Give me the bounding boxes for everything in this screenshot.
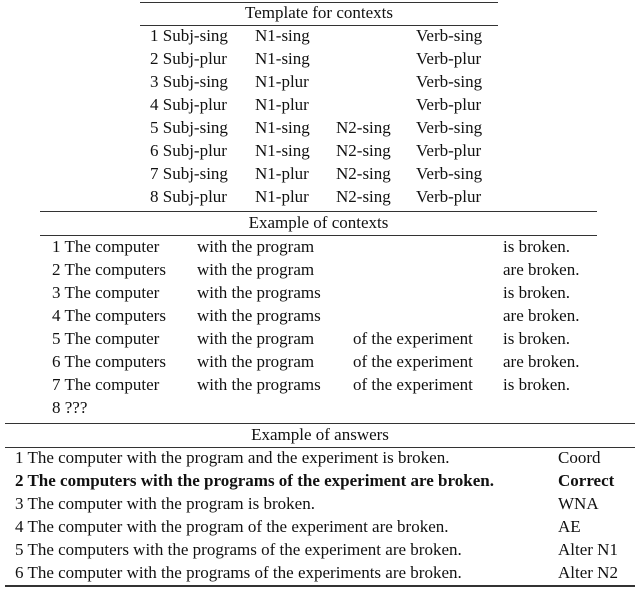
cell: with the programs <box>197 375 321 394</box>
cell: with the programs <box>197 306 321 325</box>
cell: 1 The computer with the program and the experiment is broken. <box>15 448 450 467</box>
cell: 2 Subj-plur <box>150 49 227 68</box>
cell: 2 The computers <box>52 260 166 279</box>
cell: N1-sing <box>255 141 310 160</box>
cell: 8 Subj-plur <box>150 187 227 206</box>
cell: 4 The computers <box>52 306 166 325</box>
cell: 7 Subj-sing <box>150 164 228 183</box>
cell: 3 The computer <box>52 283 160 302</box>
cell: of the experiment <box>353 329 473 348</box>
cell: is broken. <box>503 237 571 256</box>
cell: is broken. <box>503 283 571 302</box>
cell: Verb-plur <box>416 95 482 114</box>
cell: with the programs <box>197 283 321 302</box>
cell: of the experiment <box>353 352 473 371</box>
cell: 5 The computers with the programs of the experiment are broken. <box>15 540 462 559</box>
cell: is broken. <box>503 329 571 348</box>
rule <box>40 211 597 212</box>
cell: 8 ??? <box>52 398 88 417</box>
cell: 6 Subj-plur <box>150 141 227 160</box>
cell: with the program <box>197 352 315 371</box>
cell: Verb-sing <box>416 164 483 183</box>
cell: are broken. <box>503 352 580 371</box>
cell: with the program <box>197 237 315 256</box>
cell: AE <box>558 517 581 536</box>
cell: 1 Subj-sing <box>150 26 228 45</box>
cell: N1-sing <box>255 49 310 68</box>
cell: Verb-plur <box>416 187 482 206</box>
cell: WNA <box>558 494 599 513</box>
cell: N1-plur <box>255 95 309 114</box>
cell: are broken. <box>503 260 580 279</box>
rule <box>40 235 597 236</box>
cell: Verb-plur <box>416 49 482 68</box>
cell: N2-sing <box>336 141 391 160</box>
cell: with the program <box>197 329 315 348</box>
answers-title: Example of answers <box>251 425 389 444</box>
cell: N1-sing <box>255 26 310 45</box>
cell: Alter N1 <box>558 540 618 559</box>
cell: N1-plur <box>255 72 309 91</box>
cell: 2 The computers with the programs of the experiment are broken. <box>15 471 494 490</box>
examples-title: Example of contexts <box>248 213 389 232</box>
cell: 3 Subj-sing <box>150 72 228 91</box>
cell: Verb-sing <box>416 72 483 91</box>
cell: 5 Subj-sing <box>150 118 228 137</box>
cell: N1-sing <box>255 118 310 137</box>
cell: N1-plur <box>255 187 309 206</box>
cell: 3 The computer with the program is broken. <box>15 494 315 513</box>
rule <box>5 585 635 587</box>
cell: 7 The computer <box>52 375 160 394</box>
cell: N2-sing <box>336 164 391 183</box>
cell: 6 The computer with the programs of the experiments are broken. <box>15 563 462 582</box>
template-title: Template for contexts <box>245 3 393 22</box>
cell: N2-sing <box>336 118 391 137</box>
cell: 4 The computer with the program of the experiment are broken. <box>15 517 449 536</box>
cell: Verb-sing <box>416 118 483 137</box>
cell: with the program <box>197 260 315 279</box>
cell: 5 The computer <box>52 329 160 348</box>
cell: 1 The computer <box>52 237 160 256</box>
cell: N2-sing <box>336 187 391 206</box>
cell: Coord <box>558 448 601 467</box>
rule <box>5 423 635 424</box>
cell: 4 Subj-plur <box>150 95 227 114</box>
cell: are broken. <box>503 306 580 325</box>
cell: Verb-plur <box>416 141 482 160</box>
cell: Alter N2 <box>558 563 618 582</box>
cell: Verb-sing <box>416 26 483 45</box>
cell: Correct <box>558 471 615 490</box>
cell: 6 The computers <box>52 352 166 371</box>
cell: N1-plur <box>255 164 309 183</box>
cell: of the experiment <box>353 375 473 394</box>
cell: is broken. <box>503 375 571 394</box>
